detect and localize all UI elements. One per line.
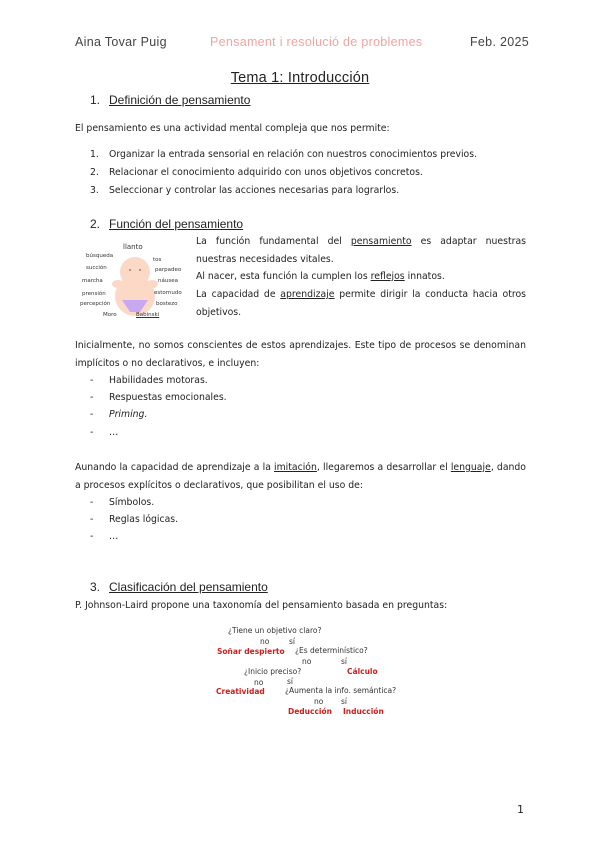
tree-answer-no: no: [314, 697, 324, 706]
diagram-label: Babinski: [136, 312, 160, 318]
list-item: Símbolos.: [109, 497, 155, 508]
reflexes-diagram: [78, 238, 190, 322]
list-item: …: [109, 427, 119, 438]
tree-result: Creatividad: [216, 687, 265, 696]
section-3-heading: [90, 580, 390, 596]
s2-p5-line2: a procesos explícitos o declarativos, que posibilitan el uso de:: [75, 480, 364, 491]
tree-result: Cálculo: [347, 667, 378, 676]
s2-p1-line1: La función fundamental del pensamiento es adaptar nuestras: [196, 236, 526, 247]
diagram-label: búsqueda: [86, 253, 114, 259]
tree-question: ¿Es determinístico?: [295, 646, 368, 655]
bullet-dash: -: [90, 497, 94, 508]
section-title: Definición de pensamiento: [109, 93, 251, 107]
taxonomy-tree: [210, 620, 410, 720]
tree-question: ¿Tiene un objetivo claro?: [228, 626, 322, 635]
s1-intro: El pensamiento es una actividad mental compleja que nos permite:: [75, 123, 390, 134]
bullet-dash: -: [90, 531, 94, 542]
bullet-dash: -: [90, 409, 94, 420]
s2-p1-line2: nuestras necesidades vitales.: [196, 254, 334, 265]
diagram-label: náusea: [158, 278, 178, 284]
section-title: Función del pensamiento: [109, 217, 244, 231]
list-item-number: 2.: [90, 167, 99, 178]
diagram-label: Moro: [103, 312, 117, 318]
list-item: Relacionar el conocimiento adquirido con unos objetivos concretos.: [109, 167, 423, 178]
list-item-number: 1.: [90, 149, 99, 160]
diagram-label: parpadeo: [155, 267, 182, 273]
diagram-label: bostezo: [156, 301, 178, 307]
section-number: 3.: [90, 580, 101, 594]
list-item: …: [109, 531, 119, 542]
header-course: Pensament i resolució de problemes: [210, 35, 423, 49]
tree-answer-no: no: [260, 637, 270, 646]
diagram-label: marcha: [82, 278, 103, 284]
list-item-number: 3.: [90, 185, 99, 196]
list-item: Habilidades motoras.: [109, 375, 208, 386]
tree-answer-yes: sí: [341, 657, 347, 666]
bullet-dash: -: [90, 392, 94, 403]
diagram-label: llanto: [123, 243, 143, 251]
section-2-heading: [90, 217, 390, 233]
header-author: Aina Tovar Puig: [75, 35, 167, 49]
bullet-dash: -: [90, 514, 94, 525]
diagram-label: percepción: [80, 301, 111, 307]
bullet-dash: -: [90, 427, 94, 438]
tree-answer-no: no: [254, 678, 264, 687]
s2-p3-line2: objetivos.: [196, 307, 242, 318]
tree-answer-yes: sí: [289, 637, 295, 646]
section-1-heading: [90, 93, 390, 109]
tree-answer-yes: sí: [341, 697, 347, 706]
diagram-label: succión: [86, 265, 107, 271]
list-item: Reglas lógicas.: [109, 514, 179, 525]
section-number: 2.: [90, 217, 101, 231]
s2-p3-line1: La capacidad de aprendizaje permite dirigir la conducta hacia otros: [196, 289, 526, 300]
list-item: Organizar la entrada sensorial en relación con nuestros conocimientos previos.: [109, 149, 478, 160]
tree-question: ¿Aumenta la info. semántica?: [285, 686, 397, 695]
section-number: 1.: [90, 93, 101, 107]
term-reflejos: reflejos: [370, 271, 405, 282]
bullet-dash: -: [90, 375, 94, 386]
tree-question: ¿Inicio preciso?: [244, 667, 302, 676]
tree-result: Soñar despierto: [217, 647, 285, 656]
page-number: 1: [517, 803, 524, 816]
diagram-label: tos: [153, 257, 162, 263]
tree-answer-no: no: [302, 657, 312, 666]
term-imitacion: imitación: [274, 462, 317, 473]
tree-result: Deducción: [288, 707, 332, 716]
s2-p2: Al nacer, esta función la cumplen los reflejos innatos.: [196, 271, 445, 282]
list-item: Seleccionar y controlar las acciones necesarias para lograrlos.: [109, 185, 400, 196]
diagram-label: estornudo: [154, 290, 182, 296]
s3-intro: P. Johnson-Laird propone una taxonomía del pensamiento basada en preguntas:: [75, 600, 448, 611]
s2-p5-line1: Aunando la capacidad de aprendizaje a la imitación, llegaremos a desarrollar el lenguaje, dando: [75, 462, 526, 473]
diagram-label: prensión: [82, 291, 106, 297]
tree-result: Inducción: [343, 707, 384, 716]
term-pensamiento: pensamiento: [350, 236, 412, 247]
term-aprendizaje: aprendizaje: [280, 289, 335, 300]
header-date: Feb. 2025: [470, 35, 529, 49]
list-item: Respuestas emocionales.: [109, 392, 227, 403]
list-item: Priming.: [109, 409, 148, 420]
page-title: Tema 1: Introducción: [230, 70, 370, 86]
section-title: Clasificación del pensamiento: [109, 580, 268, 594]
tree-answer-yes: sí: [287, 677, 293, 686]
s2-p4: Inicialmente, no somos conscientes de estos aprendizajes. Este tipo de procesos se denominan implícitos o no declarativos, e incluyen:: [75, 340, 526, 369]
term-lenguaje: lenguaje: [450, 462, 491, 473]
